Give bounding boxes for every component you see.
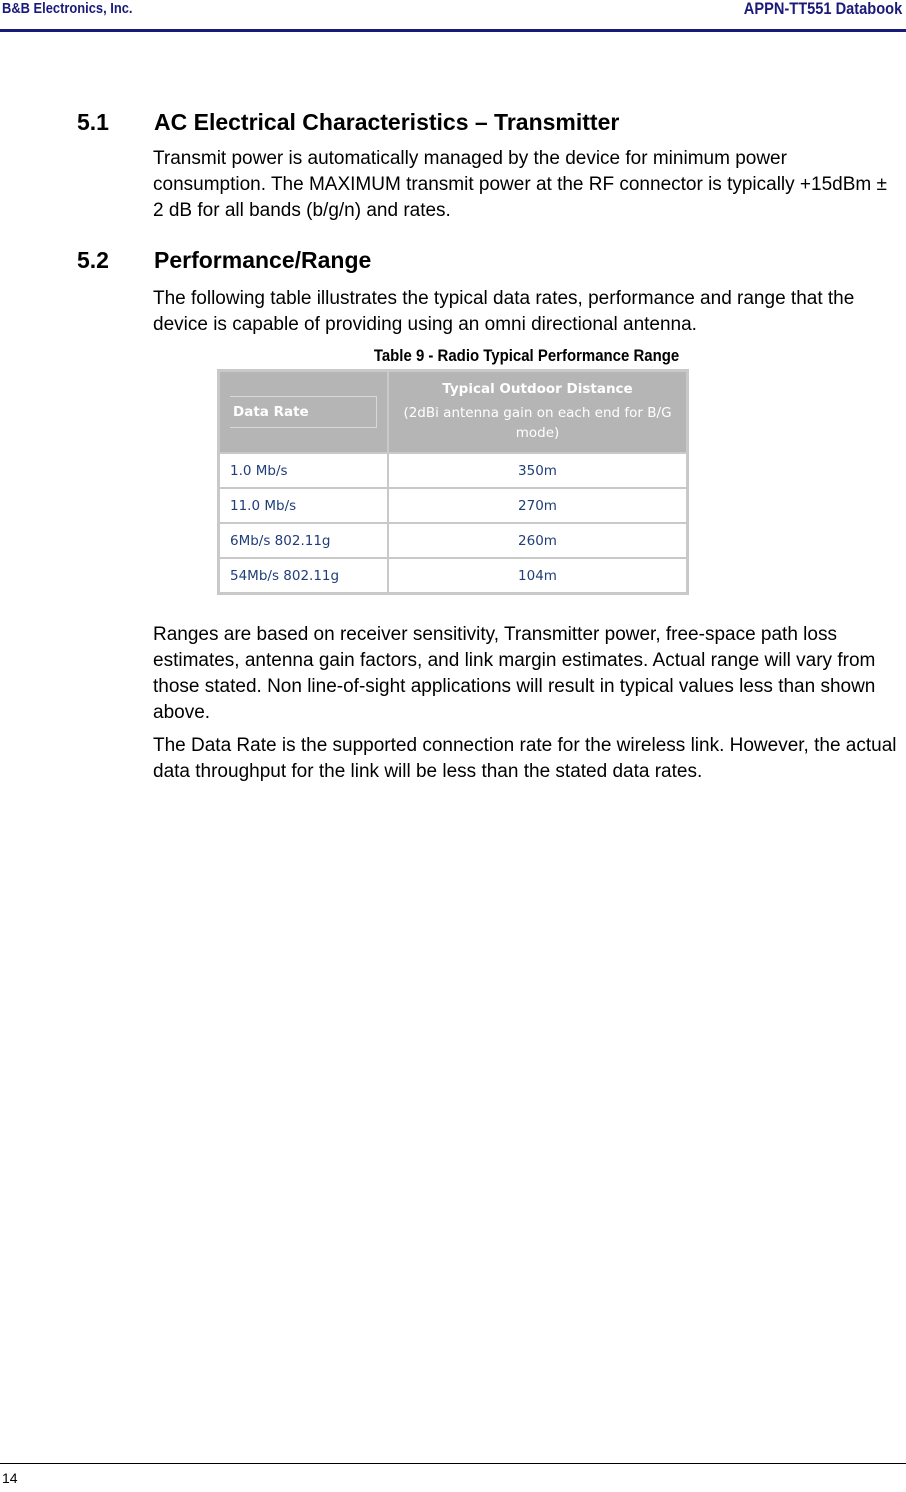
column-header-label: Typical Outdoor Distance [442, 381, 633, 397]
cell-data-rate: 11.0 Mb/s [219, 488, 388, 523]
section-5-2-paragraph-2: The Data Rate is the supported connection rate for the wireless link. However, the actual data throughput for the link will be less than the stated data rates. [153, 735, 897, 782]
cell-data-rate: 1.0 Mb/s [219, 453, 388, 488]
table-row [219, 488, 687, 523]
column-header-label: Data Rate [230, 396, 377, 428]
section-5-1-paragraph: Transmit power is automatically managed by the device for minimum power consumption. The MAXIMUM transmit power at the RF connector is typically +15dBm ± 2 dB for all bands (b/g/n) and rates. [153, 148, 887, 221]
cell-distance: 350m [388, 453, 687, 488]
cell-distance: 270m [388, 488, 687, 523]
section-number: 5.2 [77, 247, 109, 273]
table-header-row [219, 371, 687, 453]
table-row [219, 523, 687, 558]
company-name: B&B Electronics, Inc. [2, 0, 133, 17]
section-title: Performance/Range [154, 247, 372, 273]
page-header [0, 0, 906, 32]
column-header-note: (2dBi antenna gain on each end for B/G mode) [403, 405, 672, 441]
table-row [219, 558, 687, 593]
table-caption [218, 346, 835, 366]
cell-data-rate: 6Mb/s 802.11g [219, 523, 388, 558]
section-number: 5.1 [77, 109, 109, 135]
column-header-data-rate [219, 371, 388, 453]
table-row [219, 453, 687, 488]
column-header-distance [388, 371, 687, 453]
page-number: 14 [2, 1470, 18, 1486]
performance-range-table [217, 369, 689, 595]
footer-divider [0, 1463, 906, 1464]
cell-distance: 260m [388, 523, 687, 558]
document-title: APPN-TT551 Databook [743, 0, 902, 18]
table-caption-text: Table 9 - Radio Typical Performance Range [373, 346, 680, 365]
section-5-2-paragraph-1: Ranges are based on receiver sensitivity, Transmitter power, free-space path loss estimates, antenna gain factors, and link margin estimates. Actual range will vary from those stated. Non line-of-sight applications will result in typical values less than shown above. [153, 624, 876, 723]
section-title: AC Electrical Characteristics – Transmitter [154, 109, 620, 135]
cell-data-rate: 54Mb/s 802.11g [219, 558, 388, 593]
section-5-2-intro: The following table illustrates the typical data rates, performance and range that the device is capable of providing using an omni directional antenna. [153, 288, 855, 335]
cell-distance: 104m [388, 558, 687, 593]
